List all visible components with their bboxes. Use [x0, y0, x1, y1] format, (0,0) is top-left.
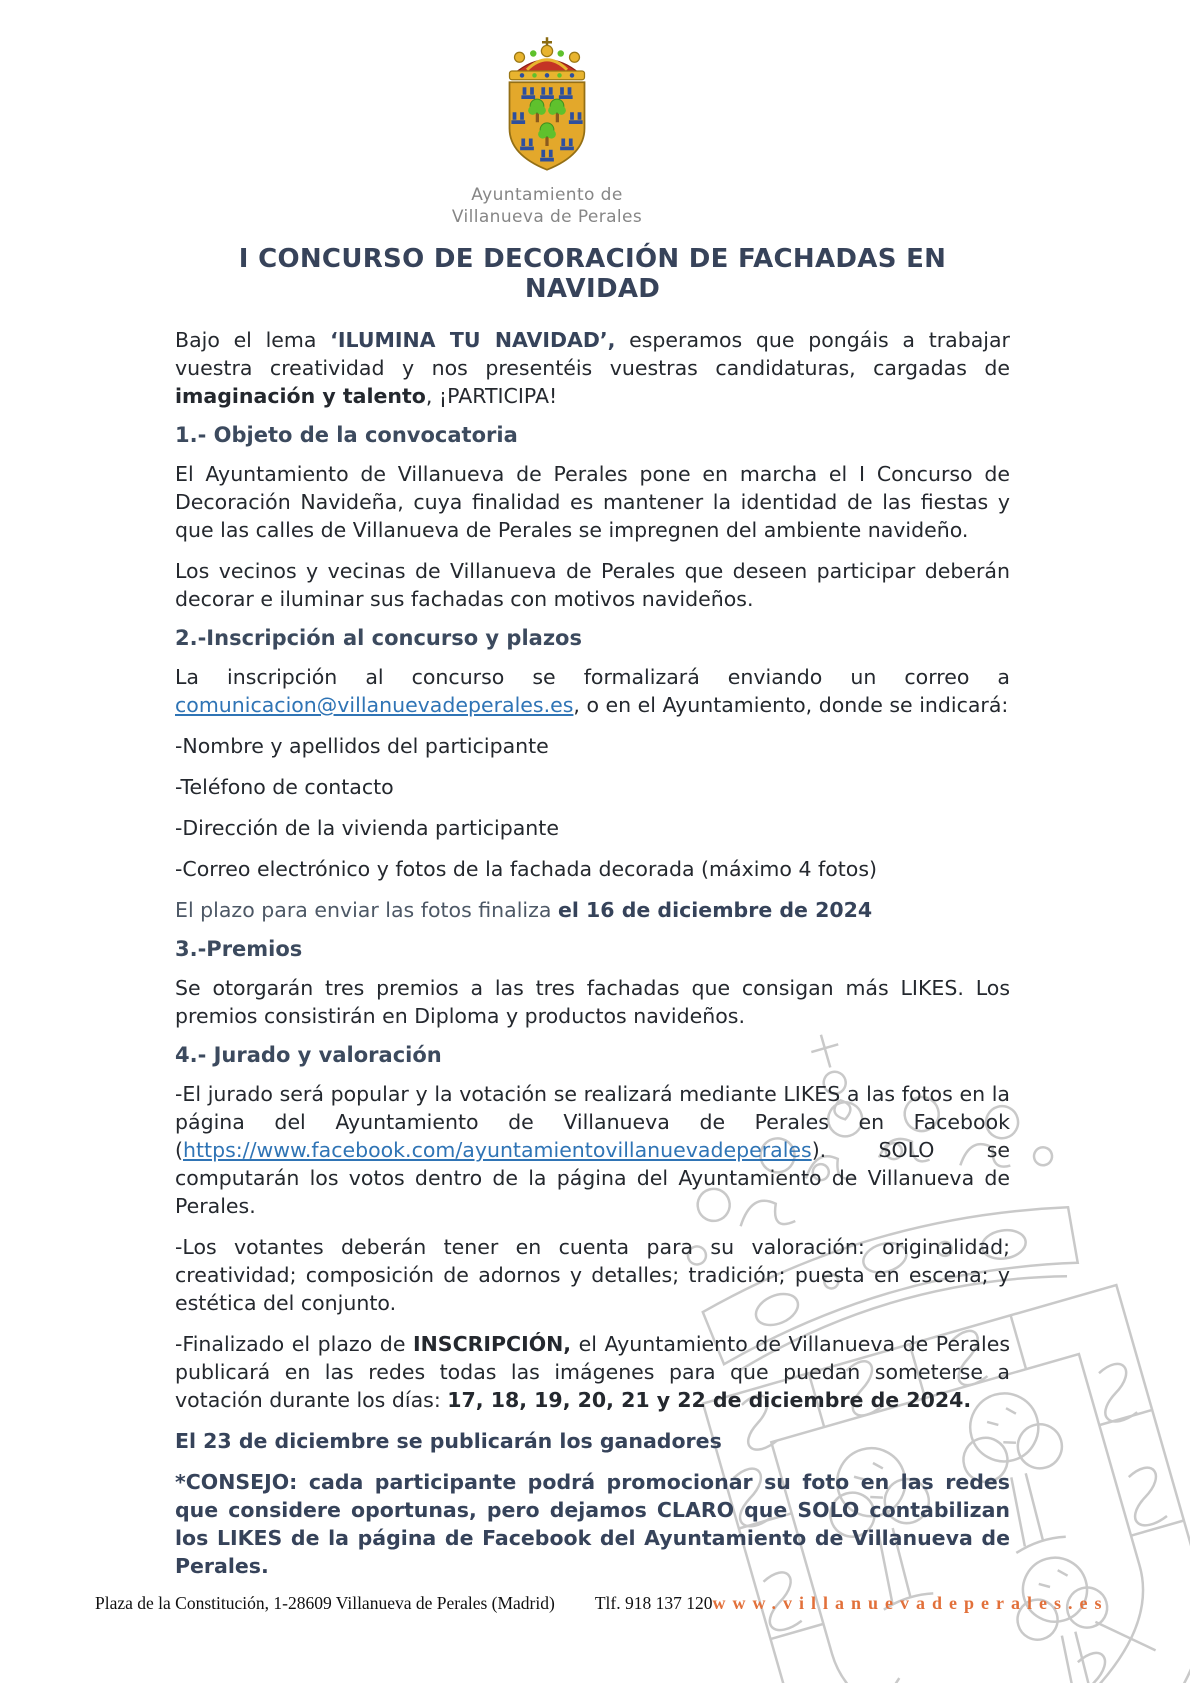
- coat-of-arms-logo: [471, 36, 623, 176]
- document-body: [0, 244, 1190, 1580]
- advice-paragraph: *CONSEJO: cada participante podrá promocionar su foto en las redes que considere oportunas, pero dejamos CLARO que SOLO contabilizan los LIKES de la página de Facebook del Ayuntamiento de Villanueva de Perales.: [175, 1470, 1010, 1578]
- section4-paragraph1: [175, 1080, 1010, 1220]
- section1-paragraph1: El Ayuntamiento de Villanueva de Perales pone en marcha el I Concurso de Decoración Navideña, cuya finalidad es mantener la identidad de las fiestas y que las calles de Villanueva de Perales se impregnen del ambiente navideño.: [175, 462, 1010, 542]
- intro-pre: Bajo el lema: [175, 328, 331, 352]
- section3-heading: 3.-Premios: [175, 937, 303, 961]
- section1-paragraph2: Los vecinos y vecinas de Villanueva de Perales que deseen participar deberán decorar e iluminar sus fachadas con motivos navideños.: [175, 559, 1010, 611]
- section4-p1-post: ). SOLO se computarán los votos dentro de la página del Ayuntamiento de Villanueva de Perales.: [175, 1138, 1010, 1218]
- facebook-link[interactable]: https://www.facebook.com/ayuntamientovillanuevadeperales: [183, 1138, 812, 1162]
- intro-post: , ¡PARTICIPA!: [425, 384, 558, 408]
- intro-paragraph: [175, 326, 1010, 410]
- deadline-line: [175, 896, 1010, 924]
- email-link[interactable]: comunicacion@villanuevadeperales.es: [175, 693, 574, 717]
- section4-p3-dates: 17, 18, 19, 20, 21 y 22 de diciembre de 2024.: [447, 1388, 972, 1412]
- page-title: I CONCURSO DE DECORACIÓN DE FACHADAS EN NAVIDAD: [238, 244, 947, 304]
- winners-line: El 23 de diciembre se publicarán los ganadores: [175, 1429, 722, 1453]
- footer-address: Plaza de la Constitución, 1-28609 Villanueva de Perales (Madrid): [95, 1593, 555, 1613]
- list-item: -Nombre y apellidos del participante: [175, 734, 549, 758]
- list-item: -Teléfono de contacto: [175, 775, 394, 799]
- section4-paragraph2: -Los votantes deberán tener en cuenta para su valoración: originalidad; creatividad; composición de adornos y detalles; tradición; puesta en escena; y estética del conjunto.: [175, 1235, 1010, 1315]
- section4-paragraph3: [175, 1330, 1010, 1414]
- deadline-date: el 16 de diciembre de 2024: [557, 898, 873, 922]
- logo-caption: [427, 184, 667, 228]
- intro-bold: imaginación y talento: [175, 384, 426, 408]
- deadline-pre: El plazo para enviar las fotos finaliza: [175, 898, 558, 922]
- list-item: -Dirección de la vivienda participante: [175, 816, 559, 840]
- section4-heading: 4.- Jurado y valoración: [175, 1043, 442, 1067]
- footer-website-link[interactable]: www.villanuevadeperales.es: [712, 1593, 1109, 1613]
- section2-p1-pre: La inscripción al concurso se formalizará enviando un correo a: [175, 665, 1010, 689]
- intro-lema: ‘ILUMINA TU NAVIDAD’,: [330, 328, 616, 352]
- intro-mid: esperamos que pongáis a trabajar vuestra creatividad y nos presentéis vuestras candidaturas, cargadas de: [175, 328, 1010, 380]
- section4-p1-pre: -El jurado será popular y la votación se realizará mediante LIKES a las fotos en la página del Ayuntamiento de Villanueva de Perales en Facebook (: [175, 1082, 1010, 1162]
- section2-p1-post: , o en el Ayuntamiento, donde se indicará:: [573, 693, 1009, 717]
- section4-p3-pre: -Finalizado el plazo de: [175, 1332, 414, 1356]
- section1-heading: 1.- Objeto de la convocatoria: [175, 423, 518, 447]
- document-header: [427, 36, 667, 228]
- document-footer: [95, 1593, 1109, 1614]
- section4-p3-mid: el Ayuntamiento de Villanueva de Perales publicará en las redes todas las imágenes para que puedan someterse a votación durante los días:: [175, 1332, 1011, 1412]
- logo-caption-line2: Villanueva de Perales: [451, 207, 643, 227]
- section4-p3-bold1: INSCRIPCIÓN,: [413, 1332, 572, 1356]
- section2-paragraph1: [175, 663, 1010, 719]
- section3-paragraph1: Se otorgarán tres premios a las tres fachadas que consigan más LIKES. Los premios consistirán en Diploma y productos navideños.: [175, 976, 1010, 1028]
- section2-heading: 2.-Inscripción al concurso y plazos: [175, 626, 582, 650]
- logo-caption-line1: Ayuntamiento de: [471, 185, 623, 205]
- list-item: -Correo electrónico y fotos de la fachada decorada (máximo 4 fotos): [175, 857, 878, 881]
- footer-phone: Tlf. 918 137 120: [594, 1593, 713, 1613]
